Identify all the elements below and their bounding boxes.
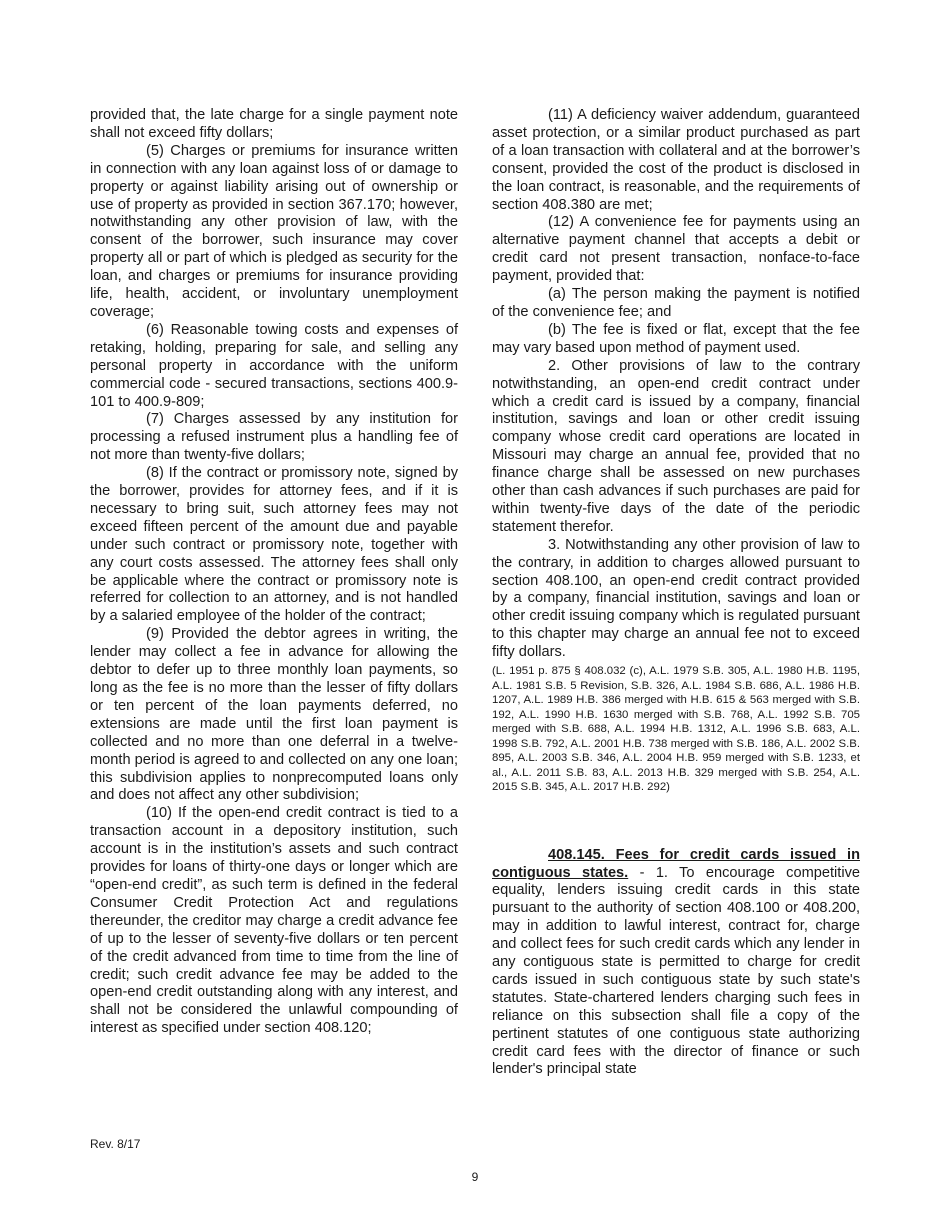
paragraph-5-insurance: (5) Charges or premiums for insurance written in connection with any loan against loss of or damage to property or against liability arising out of ownership or use of property as provided in section 367.170; however, notwithstanding any other provision of law, with the consent of the borrower, such insurance may cover property all or part of which is pledged as security for the loan, and charges or premiums for insurance providing life, health, accident, or involuntary unemployment coverage; (90, 142, 458, 320)
paragraph-12b: (b) The fee is fixed or flat, except that the fee may vary based upon method of payment used. (492, 321, 860, 356)
paragraph-10-open-end-credit: (10) If the open-end credit contract is tied to a transaction account in a depository institution, such account is in the institution’s assets and such contract provides for loans of thirty-one days or longer which are “open-end credit”, as such term is defined in the federal Consumer Credit Protection Act and regulations thereunder, the creditor may charge a credit advance fee of up to the lesser of seventy-five dollars or ten percent of the credit advanced from time to time from the line of credit; such credit advance fee may be added to the open-end credit outstanding along with any interest, and shall not be considered the unlawful compounding of interest as specified under section 408.120; (90, 805, 458, 1037)
paragraph-8-attorney-fees: (8) If the contract or promissory note, signed by the borrower, provides for attorney fees, and if it is necessary to bring suit, such attorney fees may not exceed fifteen percent of the amount due and payable under such contract or promissory note, together with any court costs assessed. The attorney fees shall only be applicable where the contract or promissory note is referred for collection to an attorney, and is not handled by a salaried employee of the holder of the contract; (90, 465, 458, 625)
section-body: - 1. To encourage competitive equality, lenders issuing credit cards in this state pursuant to the authority of section 408.100 or 408.200, may in addition to lawful interest, contract for, charge and collect fees for such credit cards which any lender in any contiguous state is permitted to charge for credit cards issued in such contiguous state by such state's statutes. State-chartered lenders charging such fees in reliance on this subsection shall file a copy of the pertinent statutes of one contiguous state authorizing credit card fees with the director of finance or such lender's principal state (492, 864, 860, 1078)
paragraph-12-convenience-fee: (12) A convenience fee for payments using an alternative payment channel that accepts a debit or credit card not present transaction, nonface-to-face payment, provided that: (492, 214, 860, 285)
section-heading: 408.145. Fees for credit cards issued in contiguous states. (492, 846, 860, 881)
right-column (492, 107, 860, 1079)
paragraph-late-charge-continuation: provided that, the late charge for a single payment note shall not exceed fifty dollars; (90, 107, 458, 141)
paragraph-11-deficiency-waiver: (11) A deficiency waiver addendum, guaranteed asset protection, or a similar product purchased as part of a loan transaction with collateral and at the borrower’s consent, provided the cost of the product is disclosed in the loan contract, is reasonable, and the requirements of section 408.380 are met; (492, 107, 860, 213)
paragraph-9-deferral-fee: (9) Provided the debtor agrees in writing, the lender may collect a fee in advance for allowing the debtor to defer up to three monthly loan payments, so long as the fee is no more than the lesser of fifty dollars or ten percent of the loan payments deferred, no extensions are made until the first loan payment is collected and no more than one deferral in a twelve-month period is agreed to and collected on any one loan; this subdivision applies to nonprecomputed loans only and does not affect any other subdivision; (90, 626, 458, 804)
left-column (90, 107, 458, 1038)
legislative-history: (L. 1951 p. 875 § 408.032 (c), A.L. 1979 S.B. 305, A.L. 1980 H.B. 1195, A.L. 1981 S.B. 5 Revision, S.B. 326, A.L. 1984 S.B. 686, A.L. 1986 H.B. 1207, A.L. 1989 H.B. 386 merged with H.B. 615 & 563 merged with S.B. 192, A.L. 1990 H.B. 1630 merged with S.B. 768, A.L. 1992 S.B. 705 merged with S.B. 688, A.L. 1994 H.B. 1312, A.L. 1996 S.B. 683, A.L. 1998 S.B. 792, A.L. 2001 H.B. 738 merged with S.B. 186, A.L. 2002 S.B. 895, A.L. 2003 S.B. 346, A.L. 2004 H.B. 959 merged with S.B. 1233, et al., A.L. 2011 S.B. 83, A.L. 2013 H.B. 329 merged with S.B. 254, A.L. 2015 S.B. 345, A.L. 2017 H.B. 292) (492, 665, 860, 794)
subsection-3-annual-fee-cap: 3. Notwithstanding any other provision of law to the contrary, in addition to charges allowed pursuant to section 408.100, an open-end credit contract provided by a company, financial institution, savings and loan or other credit issuing company which is regulated pursuant to this chapter may charge an annual fee not to exceed fifty dollars. (492, 536, 860, 661)
subsection-2-annual-fee: 2. Other provisions of law to the contrary notwithstanding, an open-end credit contract under which a credit card is issued by a company, financial institution, savings and loan or other credit issuing company whose credit card operations are located in Missouri may charge an annual fee, provided that no finance charge shall be assessed on new purchases other than cash advances if such purchases are paid for within twenty-five days of the date of the periodic statement therefor. (492, 357, 860, 535)
revision-label: Rev. 8/17 (90, 1137, 141, 1151)
paragraph-12a: (a) The person making the payment is notified of the convenience fee; and (492, 286, 860, 320)
paragraph-6-towing: (6) Reasonable towing costs and expenses of retaking, holding, preparing for sale, and selling any personal property in accordance with the uniform commercial code - secured transactions, sections 400.9-101 to 400.9-809; (90, 321, 458, 410)
page-number: 9 (471, 1170, 479, 1184)
paragraph-7-refused-instrument: (7) Charges assessed by any institution for processing a refused instrument plus a handling fee of not more than twenty-five dollars; (90, 411, 458, 464)
section-408-145 (492, 847, 860, 1080)
